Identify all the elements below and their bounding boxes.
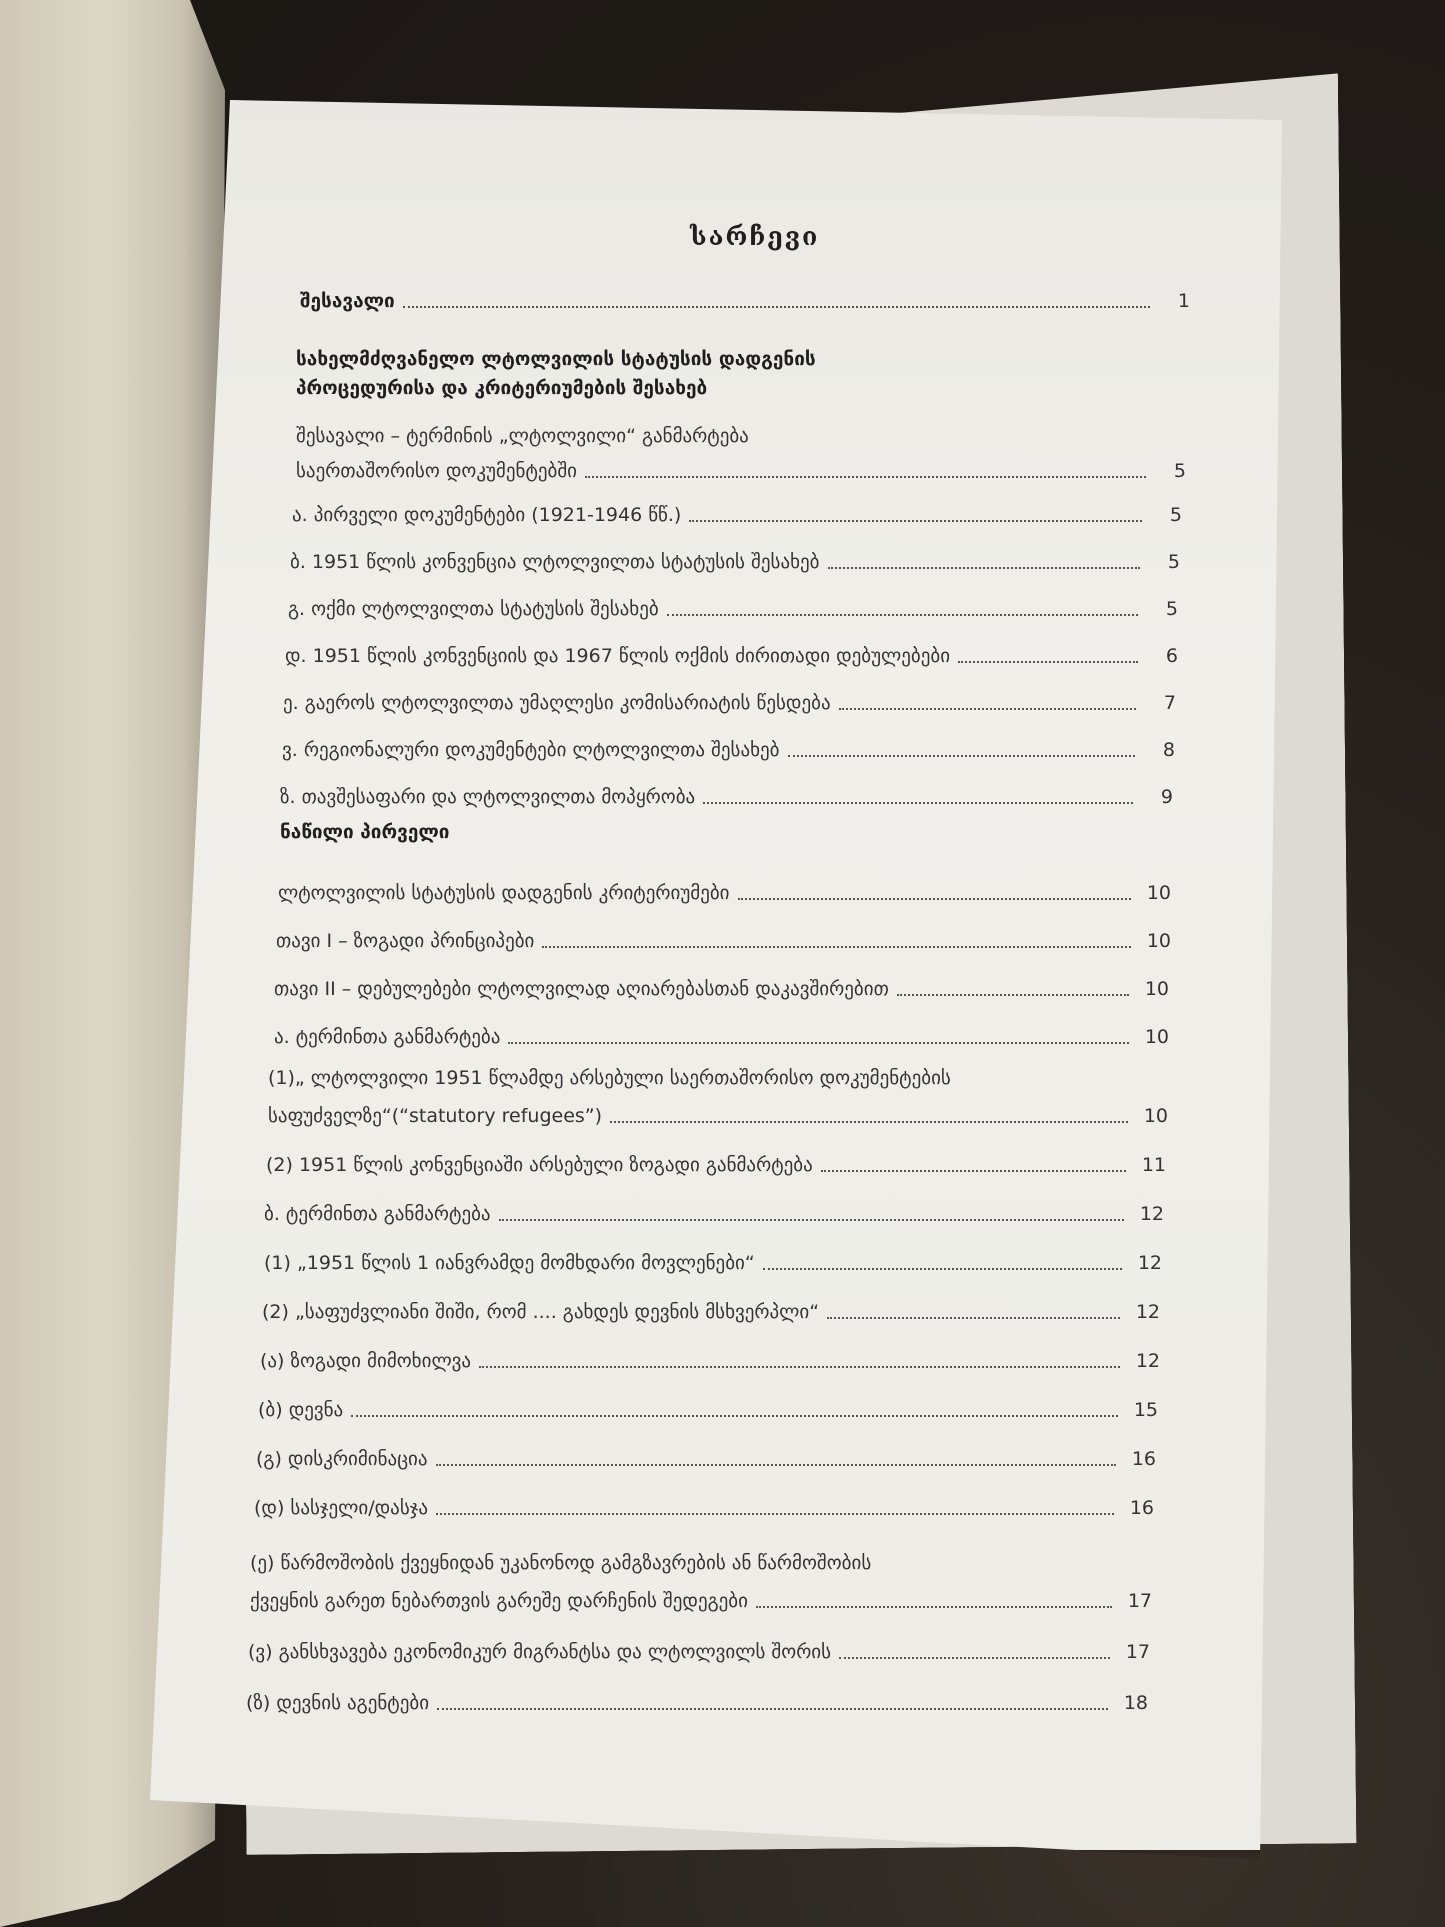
- toc-entry: [264, 1195, 1164, 1225]
- toc-entry: [290, 543, 1180, 573]
- toc-entry-label: ბ. 1951 წლის კონვენცია ლტოლვილთა სტატუსის შესახებ: [290, 551, 820, 573]
- toc-leader: [738, 898, 1131, 900]
- toc-page-number: 9: [1160, 786, 1173, 808]
- toc-entry-label: (ა) ზოგადი მიმოხილვა: [260, 1350, 472, 1372]
- toc-page-number: 12: [1139, 1203, 1164, 1225]
- toc-entry: [264, 1244, 1162, 1274]
- toc-leader: [827, 1317, 1120, 1319]
- toc-page-number: 10: [1146, 930, 1171, 952]
- toc-leader: [437, 1708, 1108, 1710]
- toc-entry: [280, 778, 1173, 808]
- toc-entry-label: (ბ) დევნა: [258, 1399, 344, 1421]
- toc-page-number: 12: [1137, 1252, 1162, 1274]
- toc-page-number: 8: [1162, 739, 1175, 761]
- toc-entry: [296, 452, 1186, 482]
- toc-entry-label: ა. პირველი დოკუმენტები (1921-1946 წწ.): [292, 504, 682, 526]
- toc-entry-label: (ე) წარმოშობის ქვეყნიდან უკანონოდ გამგზავრების ან წარმოშობის: [250, 1552, 872, 1574]
- toc-entry-label: (გ) დისკრიმინაცია: [256, 1448, 428, 1470]
- toc-entry-label: (1) „1951 წლის 1 იანვრამდე მომხდარი მოვლენები“: [264, 1252, 755, 1274]
- toc-entry: [258, 1391, 1158, 1421]
- toc-leader: [542, 946, 1131, 948]
- toc-leader: [610, 1121, 1128, 1123]
- toc-entry: [300, 282, 1190, 312]
- toc-page-number: 15: [1133, 1399, 1158, 1421]
- toc-leader: [585, 476, 1146, 478]
- toc-entry: [282, 731, 1175, 761]
- toc-entry-label: დ. 1951 წლის კონვენციის და 1967 წლის ოქმის ძირითადი დებულებები: [285, 645, 951, 667]
- toc-entry-label: გ. ოქმი ლტოლვილთა სტატუსის შესახებ: [288, 598, 659, 620]
- toc-page-number: 7: [1163, 692, 1176, 714]
- toc-page-number: 5: [1173, 460, 1186, 482]
- toc-entry: [283, 684, 1176, 714]
- toc-page-number: 18: [1123, 1692, 1148, 1714]
- toc-entry-label: (ვ) განსხვავება ეკონომიკურ მიგრანტსა და ლტოლვილს შორის: [248, 1641, 832, 1663]
- toc-entry: [292, 496, 1182, 526]
- toc-leader: [897, 994, 1129, 996]
- toc-heading: პროცედურისა და კრიტერიუმების შესახებ: [296, 377, 708, 399]
- toc-entry-label: (2) „საფუძვლიანი შიში, რომ .... გახდეს დევნის მსხვერპლი“: [262, 1301, 820, 1323]
- toc-entry-label: თავი II – დებულებები ლტოლვილად აღიარებასთან დაკავშირებით: [274, 978, 889, 1000]
- toc-page-number: 5: [1169, 504, 1182, 526]
- toc-leader: [828, 567, 1141, 569]
- toc-entry-label: ლტოლვილის სტატუსის დადგენის კრიტერიუმები: [278, 882, 730, 904]
- toc-leader: [958, 661, 1138, 663]
- toc-page-number: 10: [1144, 978, 1169, 1000]
- toc-leader: [667, 614, 1138, 616]
- toc-leader: [788, 755, 1136, 757]
- toc-entry-label: ზ. თავშესაფარი და ლტოლვილთა მოპყრობა: [280, 786, 696, 808]
- toc-leader: [499, 1219, 1124, 1221]
- toc-entry-label: (ზ) დევნის აგენტები: [246, 1692, 430, 1714]
- toc-entry-label: ქვეყნის გარეთ ნებართვის გარეშე დარჩენის შედეგები: [250, 1590, 748, 1612]
- toc-entry: [285, 637, 1178, 667]
- toc-leader: [479, 1366, 1120, 1368]
- toc-entry-label: ვ. რეგიონალური დოკუმენტები ლტოლვილთა შესახებ: [282, 739, 780, 761]
- toc-entry-label: შესავალი – ტერმინის „ლტოლვილი“ განმარტება: [296, 425, 749, 447]
- toc-entry-label: (2) 1951 წლის კონვენციაში არსებული ზოგადი განმარტება: [266, 1154, 813, 1176]
- toc-entry-label: ბ. ტერმინთა განმარტება: [264, 1203, 491, 1225]
- toc-entry: [268, 1097, 1168, 1127]
- toc-entry: [248, 1633, 1150, 1663]
- toc-page-number: 17: [1127, 1590, 1152, 1612]
- toc-page-number: 1: [1177, 290, 1190, 312]
- toc-entry-label: (დ) სასჯელი/დასჯა: [254, 1497, 429, 1519]
- toc-entry: [262, 1293, 1160, 1323]
- toc-leader: [351, 1415, 1118, 1417]
- toc-leader: [508, 1042, 1129, 1044]
- toc-leader: [689, 520, 1142, 522]
- toc-entry-label: ა. ტერმინთა განმარტება: [274, 1026, 501, 1048]
- toc-entry-label: შესავალი: [300, 290, 395, 312]
- toc-entry: [266, 1146, 1166, 1176]
- toc-entry-label: (1)„ ლტოლვილი 1951 წლამდე არსებული საერთაშორისო დოკუმენტების: [268, 1067, 951, 1089]
- toc-entry-label: საფუძველზე“(“statutory refugees”): [268, 1105, 603, 1127]
- toc-page-number: 10: [1143, 1105, 1168, 1127]
- toc-leader: [436, 1513, 1114, 1515]
- toc-entry: [256, 1440, 1156, 1470]
- page-title: სარჩევი: [690, 222, 820, 251]
- toc-entry: [246, 1684, 1148, 1714]
- toc-leader: [703, 802, 1133, 804]
- toc-entry-label: თავი I – ზოგადი პრინციპები: [276, 930, 535, 952]
- toc-entry: [260, 1342, 1160, 1372]
- toc-leader: [756, 1606, 1112, 1608]
- toc-entry: [254, 1489, 1154, 1519]
- toc-page-number: 10: [1146, 882, 1171, 904]
- toc-page-number: 12: [1135, 1301, 1160, 1323]
- toc-page-number: 11: [1141, 1154, 1166, 1176]
- toc-heading: სახელმძღვანელო ლტოლვილის სტატუსის დადგენის: [296, 348, 816, 370]
- toc-leader: [839, 1657, 1110, 1659]
- toc-page-number: 16: [1131, 1448, 1156, 1470]
- toc-page-number: 10: [1144, 1026, 1169, 1048]
- toc-entry: [278, 874, 1171, 904]
- toc-entry: [276, 922, 1171, 952]
- toc-leader: [821, 1170, 1126, 1172]
- toc-leader: [403, 306, 1150, 308]
- toc-heading: ნაწილი პირველი: [280, 821, 450, 843]
- toc-leader: [839, 708, 1136, 710]
- toc-entry: [288, 590, 1178, 620]
- toc-leader: [436, 1464, 1116, 1466]
- toc-page-number: 5: [1165, 598, 1178, 620]
- toc-page-number: 12: [1135, 1350, 1160, 1372]
- toc-page-number: 5: [1167, 551, 1180, 573]
- toc-entry-label: საერთაშორისო დოკუმენტებში: [296, 460, 578, 482]
- toc-leader: [763, 1268, 1122, 1270]
- toc-entry: [250, 1582, 1152, 1612]
- toc-entry-label: ე. გაეროს ლტოლვილთა უმაღლესი კომისარიატის წესდება: [283, 692, 831, 714]
- toc-entry: [274, 1018, 1169, 1048]
- toc-page-number: 17: [1125, 1641, 1150, 1663]
- toc-entry: [274, 970, 1169, 1000]
- toc-page-number: 16: [1129, 1497, 1154, 1519]
- toc-page-number: 6: [1165, 645, 1178, 667]
